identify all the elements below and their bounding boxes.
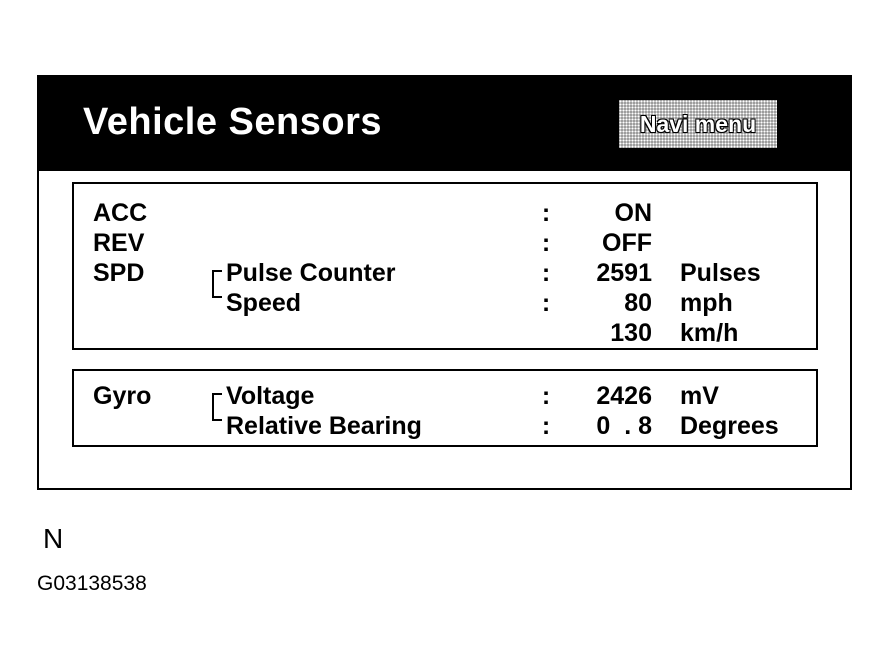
rev-colon: : <box>541 229 551 257</box>
voltage-unit: mV <box>680 382 719 410</box>
acc-colon: : <box>541 199 551 227</box>
relative-bearing-colon: : <box>541 412 551 440</box>
acc-value: ON <box>614 199 652 227</box>
rev-value: OFF <box>602 229 652 257</box>
relative-bearing-label: Relative Bearing <box>226 412 422 440</box>
speed-mph-unit: mph <box>680 289 733 317</box>
rev-label: REV <box>93 229 145 257</box>
voltage-label: Voltage <box>226 382 315 410</box>
gyro-panel <box>72 369 818 447</box>
title-bar <box>39 77 850 171</box>
speed-kmh-unit: km/h <box>680 319 739 347</box>
pulse-counter-value: 2591 <box>596 259 652 287</box>
acc-label: ACC <box>93 199 148 227</box>
navi-menu-button[interactable]: Navi menu <box>619 100 777 148</box>
bracket-bottom-line <box>212 284 222 298</box>
page-title: Vehicle Sensors <box>83 101 382 143</box>
pulse-counter-unit: Pulses <box>680 259 761 287</box>
gyro-bracket-bottom-line <box>212 407 222 421</box>
speed-kmh-value: 130 <box>610 319 652 347</box>
speed-colon: : <box>541 289 551 317</box>
relative-bearing-value: 0 . 8 <box>596 412 652 440</box>
speed-label: Speed <box>226 289 302 317</box>
figure-code: G03138538 <box>37 572 147 595</box>
spd-panel <box>72 182 818 350</box>
orientation-mark: N <box>43 523 64 554</box>
voltage-value: 2426 <box>596 382 652 410</box>
pulse-counter-colon: : <box>541 259 551 287</box>
speed-mph-value: 80 <box>624 289 652 317</box>
vehicle-sensors-screen <box>37 75 852 490</box>
spd-label: SPD <box>93 259 145 287</box>
pulse-counter-label: Pulse Counter <box>226 259 396 287</box>
relative-bearing-unit: Degrees <box>680 412 779 440</box>
gyro-label: Gyro <box>93 382 152 410</box>
voltage-colon: : <box>541 382 551 410</box>
